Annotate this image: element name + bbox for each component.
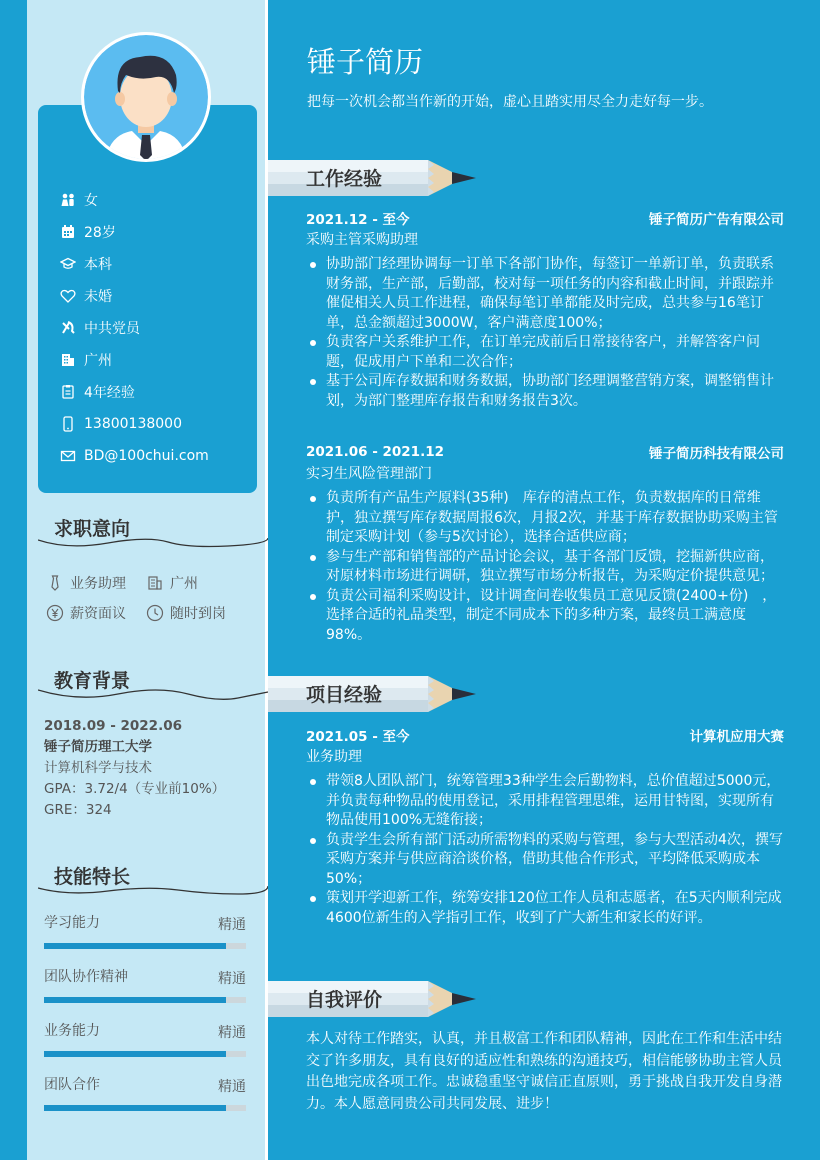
skill-bar-track bbox=[44, 943, 246, 949]
skill-level: 精通 bbox=[218, 1025, 246, 1041]
info-gender bbox=[60, 184, 209, 216]
resume-subtitle: 把每一次机会都当作新的开始，虚心且踏实用尽全力走好每一步。 bbox=[307, 94, 713, 110]
info-marital-text: 未婚 bbox=[84, 289, 112, 305]
info-city-text: 广州 bbox=[84, 353, 112, 369]
education-wave-divider bbox=[38, 682, 268, 708]
intent-salary bbox=[46, 603, 146, 623]
info-age bbox=[60, 216, 209, 248]
self-eval-section-header bbox=[268, 979, 480, 1019]
education-gre: GRE：324 bbox=[44, 802, 112, 818]
intent-city-text: 广州 bbox=[170, 576, 198, 592]
gender-icon bbox=[60, 192, 76, 208]
avatar bbox=[81, 32, 211, 162]
info-degree bbox=[60, 248, 209, 280]
building-icon bbox=[60, 352, 76, 368]
info-phone-text: 13800138000 bbox=[84, 416, 182, 432]
skill-name: 学习能力 bbox=[44, 915, 100, 931]
calendar-icon bbox=[60, 224, 76, 240]
info-age-text: 28岁 bbox=[84, 225, 116, 241]
document-icon bbox=[60, 384, 76, 400]
bullet-item: 协助部门经理协调每一订单下各部门协作，每签订一单新订单，负责联系财务部，生产部，后勤部，校对每一项任务的内容和截止时间，并跟踪并催促相关人员工作进程，确保每笔订单都能及时完成，总共参与16笔订单，总金额超过3000W，客户满意度100%； bbox=[306, 255, 784, 333]
skill-level: 精通 bbox=[218, 917, 246, 933]
project-entry-role: 业务助理 bbox=[306, 749, 362, 765]
info-degree-text: 本科 bbox=[84, 257, 112, 273]
intent-salary-text: 薪资面议 bbox=[70, 606, 126, 622]
skills-list bbox=[44, 912, 246, 1128]
graduation-cap-icon bbox=[60, 256, 76, 272]
skill-bar-fill bbox=[44, 997, 226, 1003]
info-politics-text: 中共党员 bbox=[84, 321, 140, 337]
education-date: 2018.09 - 2022.06 bbox=[44, 718, 182, 734]
skill-name: 团队协作精神 bbox=[44, 969, 128, 985]
skill-bar-track bbox=[44, 1051, 246, 1057]
info-politics bbox=[60, 312, 209, 344]
skill-name: 业务能力 bbox=[44, 1023, 100, 1039]
building-icon bbox=[146, 574, 164, 592]
skill-level: 精通 bbox=[218, 1079, 246, 1095]
education-major: 计算机科学与技术 bbox=[44, 760, 152, 776]
clock-icon bbox=[146, 604, 164, 622]
project-section-header bbox=[268, 674, 480, 714]
work-entry-role: 实习生风险管理部门 bbox=[306, 466, 432, 482]
bullet-item: 基于公司库存数据和财务数据，协助部门经理调整营销方案，调整销售计划，为部门整理库存报告和财务报告3次。 bbox=[306, 372, 784, 411]
work-entry-date: 2021.06 - 2021.12 bbox=[306, 444, 444, 460]
project-entry-date: 2021.05 - 至今 bbox=[306, 729, 410, 745]
skill-item bbox=[44, 1074, 246, 1128]
bullet-item: 策划开学迎新工作，统筹安排120位工作人员和志愿者，在5天内顺利完成4600位新生的入学指引工作，收到了广大新生和家长的好评。 bbox=[306, 889, 784, 928]
skill-level: 精通 bbox=[218, 971, 246, 987]
bullet-item: 参与生产部和销售部的产品讨论会议，基于各部门反馈，挖掘新供应商，对原材料市场进行调研，独立撰写市场分析报告，为采购定价提供意见； bbox=[306, 548, 784, 587]
self-eval-text: 本人对待工作踏实，认真，并且极富工作和团队精神，因此在工作和生活中结交了许多朋友，具有良好的适应性和熟练的沟通技巧，相信能够协助主管人员出色地完成各项工作。忠诚稳重坚守诚信正直原则，勇于挑战自我开发自身潜力。本人愿意同贵公司共同发展、进步！ bbox=[306, 1031, 782, 1112]
intent-position-text: 业务助理 bbox=[70, 576, 126, 592]
intent-availability bbox=[146, 603, 226, 623]
intent-section-title: 求职意向 bbox=[54, 518, 131, 540]
work-entry bbox=[306, 441, 784, 645]
skill-item bbox=[44, 966, 246, 1020]
work-entry bbox=[306, 207, 784, 411]
intent-availability-text: 随时到岗 bbox=[170, 606, 226, 622]
intent-grid bbox=[46, 568, 256, 628]
education-section-title: 教育背景 bbox=[54, 670, 131, 692]
work-entry-bullets bbox=[306, 255, 784, 411]
phone-icon bbox=[60, 416, 76, 432]
skill-item bbox=[44, 1020, 246, 1074]
party-emblem-icon bbox=[60, 320, 76, 336]
skill-bar-track bbox=[44, 1105, 246, 1111]
info-email bbox=[60, 440, 209, 472]
bullet-item: 负责学生会所有部门活动所需物料的采购与管理，参与大型活动4次，撰写采购方案并与供应商洽谈价格，借助其他合作形式，平均降低采购成本50%； bbox=[306, 831, 784, 890]
info-experience-text: 4年经验 bbox=[84, 385, 135, 401]
info-phone bbox=[60, 408, 209, 440]
bullet-item: 负责客户关系维护工作，在订单完成前后日常接待客户，并解答客户问题，促成用户下单和二次合作； bbox=[306, 333, 784, 372]
intent-position bbox=[46, 573, 146, 593]
resume-title: 锤子简历 bbox=[307, 45, 424, 79]
work-entry-company: 锤子简历科技有限公司 bbox=[649, 446, 784, 462]
info-city bbox=[60, 344, 209, 376]
education-block bbox=[44, 716, 259, 821]
skill-bar-track bbox=[44, 997, 246, 1003]
intent-wave-divider bbox=[38, 530, 268, 556]
skill-item bbox=[44, 912, 246, 966]
info-email-text: BD@100chui.com bbox=[84, 448, 209, 464]
project-entry-bullets bbox=[306, 772, 784, 928]
skill-name: 团队合作 bbox=[44, 1077, 100, 1093]
info-gender-text: 女 bbox=[84, 193, 98, 209]
project-entry-company: 计算机应用大赛 bbox=[689, 729, 784, 745]
skills-wave-divider bbox=[38, 878, 268, 904]
work-section-header bbox=[268, 158, 480, 198]
skill-bar-fill bbox=[44, 1051, 226, 1057]
tie-icon bbox=[46, 574, 64, 592]
skill-bar-fill bbox=[44, 1105, 226, 1111]
work-entry-bullets bbox=[306, 489, 784, 645]
left-margin bbox=[0, 0, 27, 1160]
heart-icon bbox=[60, 288, 76, 304]
avatar-illustration bbox=[84, 35, 208, 159]
bullet-item: 负责所有产品生产原料(35种) 库存的清点工作，负责数据库的日常维护，独立撰写库存数据周报6次，月报2次，并基于库存数据协助采购主管制定采购计划（参与5次讨论），选择合适供应商； bbox=[306, 489, 784, 548]
project-section-title: 项目经验 bbox=[306, 684, 383, 706]
project-entry bbox=[306, 724, 784, 928]
self-eval-section-title: 自我评价 bbox=[306, 989, 383, 1011]
info-marital bbox=[60, 280, 209, 312]
yuan-coin-icon bbox=[46, 604, 64, 622]
info-experience bbox=[60, 376, 209, 408]
skills-section-title: 技能特长 bbox=[54, 866, 131, 888]
work-entry-date: 2021.12 - 至今 bbox=[306, 212, 410, 228]
bullet-item: 带领8人团队部门，统筹管理33种学生会后勤物料，总价值超过5000元，并负责每种物品的使用登记，采用排程管理思维，运用甘特图，实现所有物品使用100%无缝衔接； bbox=[306, 772, 784, 831]
bullet-item: 负责公司福利采购设计，设计调查问卷收集员工意见反馈(2400+份) ，选择合适的礼品类型，制定不同成本下的多种方案，最终员工满意度98%。 bbox=[306, 587, 784, 646]
mail-icon bbox=[60, 448, 76, 464]
work-entry-role: 采购主管采购助理 bbox=[306, 232, 418, 248]
intent-city bbox=[146, 573, 198, 593]
skill-bar-fill bbox=[44, 943, 226, 949]
work-section-title: 工作经验 bbox=[306, 168, 383, 190]
education-school: 锤子简历理工大学 bbox=[44, 739, 152, 755]
profile-info-list bbox=[60, 184, 209, 472]
education-gpa: GPA：3.72/4（专业前10%） bbox=[44, 781, 226, 797]
work-entry-company: 锤子简历广告有限公司 bbox=[649, 212, 784, 228]
